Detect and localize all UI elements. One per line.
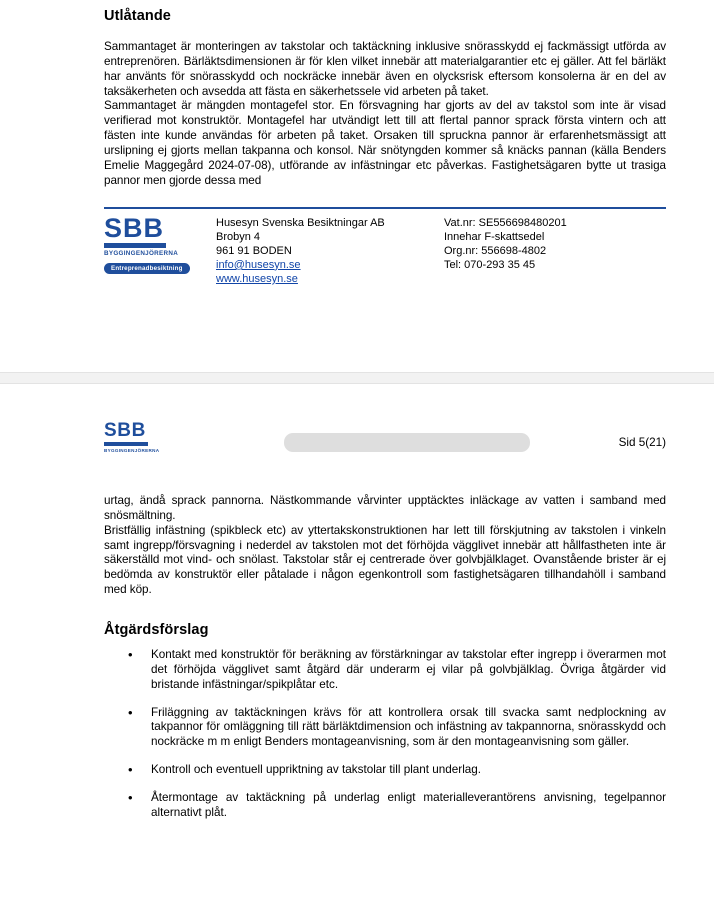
page-1-body (104, 0, 666, 189)
footer-company: Husesyn Svenska Besiktningar AB (216, 216, 385, 229)
document-page-1 (0, 0, 714, 372)
list-item: • Återmontage av taktäckning på underlag enligt materialleverantörens anvisning, tegelpannor alternativt plåt. (104, 791, 666, 821)
page-2-body (104, 456, 666, 821)
sbb-logo-bar (104, 442, 148, 446)
footer-website-link[interactable]: www.husesyn.se (216, 272, 298, 285)
document-page-2 (0, 384, 714, 914)
list-item: • Kontroll och eventuell uppriktning av takstolar till plant underlag. (104, 763, 666, 778)
footer-address: Brobyn 4 (216, 230, 261, 243)
list-item: • Friläggning av taktäckningen krävs för att kontrollera orsak till svacka samt nedplockning av takpannor för omläggning till rätt bärläktdimension och infästning av takpannorna, snörasskydd och nockräcke m m enligt Benders montageanvisning, som är den montageanvisning som gäller. (104, 706, 666, 751)
sbb-logo-subtitle: BYGGINGENJÖRERNA (104, 447, 160, 453)
section-heading-atgardsforslag: Åtgärdsförslag (104, 622, 209, 639)
footer-orgnr: Org.nr: 556698-4802 (444, 244, 547, 257)
sbb-logo-bar (104, 243, 166, 248)
page-separator (0, 372, 714, 384)
footer-phone: Tel: 070-293 35 45 (444, 258, 536, 271)
sbb-logo-text: SBB (104, 420, 146, 441)
page-footer (104, 209, 666, 286)
paragraph: Bristfällig infästning (spikbleck etc) av yttertakskonstruktionen har lett till förskjutning av takstolen i vinkeln samt ingrepp/försvagning i nederdel av takstolen mot det förhöjda vägglivet innebär att hållfastheten inte är säkerställd mot vind- och snölast. Takstolar står ej centrerade över golvbjälklaget. Ovanstående brister är ej bedömda av konstruktör eller påtalade i någon egenkontroll som fastighetsägaren tillhandahöll i samband med köp. (104, 523, 666, 597)
sbb-logo-small (104, 422, 159, 453)
sbb-logo-text: SBB (104, 212, 165, 243)
paragraph: Sammantaget är mängden montagefel stor. En försvagning har gjorts av del av takstol som inte är visad verifierad mot konstruktör. Montagefel har utvändigt lett till att flertal pannor sprack första vintern och att fästen inte kunde användas för arbeten på taket. Orsaken till spruckna pannor är erfarenhetsmässigt att urslipning ej gjorts mellan takpanna och konsol. När snötyngden kommer så knäcks pannan (källa Benders Emelie Maggegård 2024-07-08), utförande av infästningar etc påverkas. Fastighetsägaren bytte ut trasiga pannor men gjorde dessa med (104, 99, 666, 187)
footer-tax: Innehar F-skattsedel (444, 230, 545, 243)
proposal-list (104, 648, 666, 821)
footer-postal: 961 91 BODEN (216, 244, 292, 257)
footer-vat: Vat.nr: SE556698480201 (444, 216, 567, 229)
sbb-logo-mark (104, 422, 159, 446)
sbb-logo-subtitle: BYGGINGENJÖRERNA (104, 250, 179, 258)
paragraph: Sammantaget är monteringen av takstolar och taktäckning inklusive snörasskydd ej fackmässigt utförda av entreprenören. Bärläktsdimensionen är för klen vilket innebär att materialgarantier etc ej gäller. Att fel bärläkt har använts för snörasskydd och nockräcke innebär även en olycksrisk eftersom konsolerna är en del av taksäkerheten och avsedda att fästa en säkerhetssele vid arbeten på taket. (104, 40, 666, 98)
sbb-logo-mark (104, 212, 216, 249)
list-item: • Kontakt med konstruktör för beräkning av förstärkningar av takstolar efter ingrepp i överarmen mot det förhöjda vägglivet samt åtgärd där underarm ej vilar på golvbjälklag. Övriga åtgärder vid bristande infästningar/spikplåtar etc. (104, 648, 666, 693)
footer-email-link[interactable]: info@husesyn.se (216, 258, 301, 271)
footer-legal-column (444, 216, 567, 272)
page-title: Utlåtande (104, 8, 171, 24)
sbb-logo (104, 212, 216, 276)
sbb-logo-pill: Entreprenadbesiktning (104, 263, 190, 274)
paragraph: urtag, ändå sprack pannorna. Nästkommande vårvinter upptäcktes inläckage av vatten i samband med snösmältning. (104, 494, 666, 522)
redaction-bar (284, 433, 530, 452)
page-2-header (0, 384, 714, 456)
footer-contact-column (216, 216, 444, 286)
page-number: Sid 5(21) (618, 436, 666, 449)
